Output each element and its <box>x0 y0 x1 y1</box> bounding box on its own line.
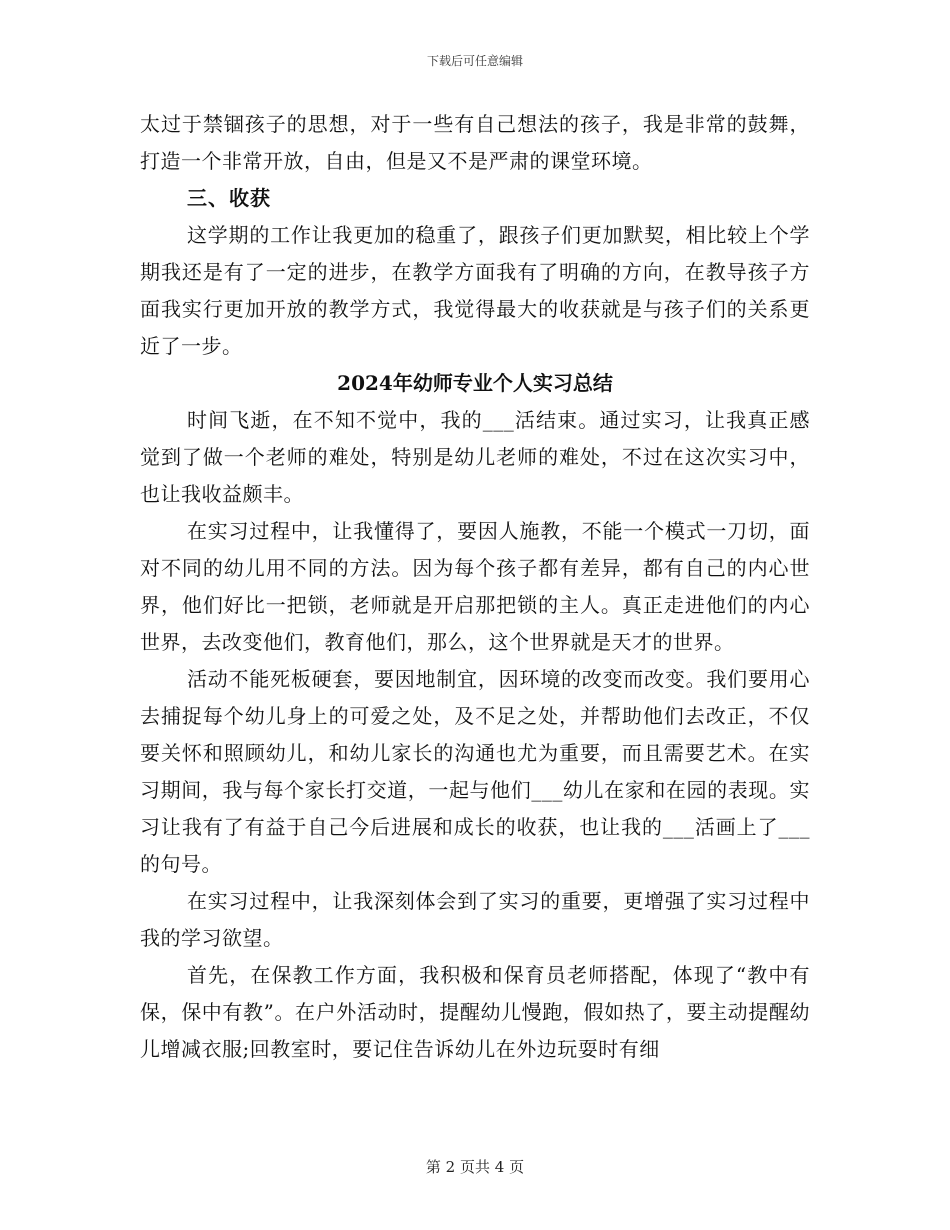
page-header-note: 下载后可任意编辑 <box>426 54 523 68</box>
paragraph-harvest: 这学期的工作让我更加的稳重了，跟孩子们更加默契，相比较上个学期我还是有了一定的进步，在教学方面我有了明确的方向，在教导孩子方面我实行更加开放的教学方式，我觉得最大的收获就是与孩子们的关系更近了一步。 <box>140 223 810 358</box>
paragraph-5: 首先，在保教工作方面，我积极和保育员老师搭配，体现了“教中有保，保中有教”。在户外活动时，提醒幼儿慢跑，假如热了，要主动提醒幼儿增减衣服;回教室时，要记住告诉幼儿在外边玩耍时有细 <box>140 963 810 1061</box>
paragraph-continued: 太过于禁锢孩子的思想，对于一些有自己想法的孩子，我是非常的鼓舞，打造一个非常开放，自由，但是又不是严肃的课堂环境。 <box>140 112 810 173</box>
document-body <box>140 106 810 1068</box>
page-number: 第 2 页共 4 页 <box>425 1158 525 1176</box>
document-title: 2024年幼师专业个人实习总结 <box>337 371 613 395</box>
paragraph-4: 在实习过程中，让我深刻体会到了实习的重要，更增强了实习过程中我的学习欲望。 <box>140 889 810 950</box>
section-heading: 三、收获 <box>187 186 271 210</box>
paragraph-1: 时间飞逝，在不知不觉中，我的___活结束。通过实习，让我真正感觉到了做一个老师的难处，特别是幼儿老师的难处，不过在这次实习中，也让我收益颇丰。 <box>140 408 810 506</box>
paragraph-3: 活动不能死板硬套，要因地制宜，因环境的改变而改变。我们要用心去捕捉每个幼儿身上的可爱之处，及不足之处，并帮助他们去改正，不仅要关怀和照顾幼儿，和幼儿家长的沟通也尤为重要，而且需要艺术。在实习期间，我与每个家长打交道，一起与他们___幼儿在家和在园的表现。实习让我有了有益于自己今后进展和成长的收获，也让我的___活画上了___的句号。 <box>140 667 810 876</box>
paragraph-2: 在实习过程中，让我懂得了，要因人施教，不能一个模式一刀切，面对不同的幼儿用不同的方法。因为每个孩子都有差异，都有自己的内心世界，他们好比一把锁，老师就是开启那把锁的主人。真正走进他们的内心世界，去改变他们，教育他们，那么，这个世界就是天才的世界。 <box>140 519 810 654</box>
